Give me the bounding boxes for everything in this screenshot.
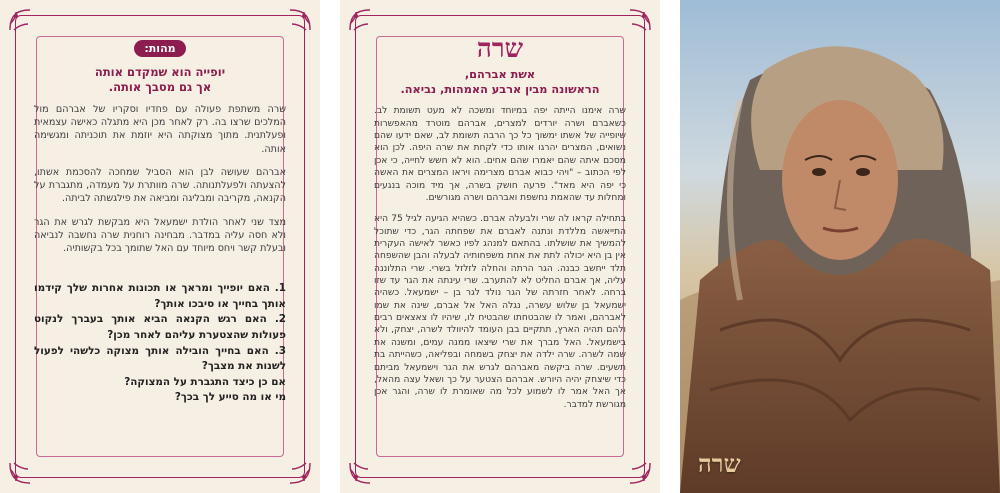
biography-paragraph: שרה אימנו הייתה יפה במיוחד ומשכה לא מעט תשומת לב. כשאברם ושרה יורדים למצרים, אברהם מוטרד מהאפשרות שיופייה של אשתו ימשוך כל כך הרבה תשומת לב, שאם ידעו שהם נשואים, המצרים יהרגו אותו כדי לקחת את שרה היפה. לכן הוא מסכם איתה שהם יאמרו שהם אחים. הוא לא חשש לחייה, כי אכן לפי הכתוב – "ויהי כבוא אברם מצרימה ויראו המצרים את האשה כי יפה היא מאד". פרעה חושק בשרה, אך מיד מוכה בנגעים ומחלות עד שהאמת נחשפת ואברהם ושרה מגורשים. — [374, 106, 626, 203]
essence-badge: מהות: — [134, 40, 186, 57]
portrait-image — [680, 0, 1000, 493]
essence-paragraph: שרה משתפת פעולה עם פחדיו וסקריו של אברהם מול המלכים שרצו בה. רק לאחר מכן היא מתגלה כאישה עצמאית ופעלתנית. מתוך מצוקתה היא יוזמת את תוכניתה ומגשימה אותה. — [34, 103, 286, 155]
reflection-questions — [34, 281, 286, 406]
flourish-ornament-icon — [626, 459, 654, 487]
essence-paragraph: אברהם שעושה לבן הוא הסביל שמחכה להסכמת אשתו, להצעתה ולפעלתנותה. שרה מוותרת על מעמדה, מתגברת על הקנאה, מקריבה ומבליגה ומביאה את פילגשתה לביתה. — [34, 166, 286, 205]
flourish-ornament-icon — [286, 6, 314, 34]
card-title: שרה — [476, 34, 524, 64]
question-item: מי או מה סייע לך בכך? — [174, 391, 286, 404]
question-item: אם כן כיצד התגברת על המצוקה? — [124, 375, 286, 388]
flourish-ornament-icon — [6, 459, 34, 487]
biography-paragraph: בתחילה קראו לה שרי ולבעלה אברם. כשהיא הגיעה לגיל 75 היא התייאשה מללדת ונתנה לאברם את שפחתה הגר, כדי שתוכל להמשיך את שושלתו. בהתאם למנהג לפיו כאשר לאישה העקרית אין בן היא יכולה לתת את אחת משפחותיה לבעלה והבן שהשפחה תלד ייחשב כבנה. הגר הרתה והחלה לזלזל בשרי. שרי התלוננה עליה, אך אברם החליט לא להתערב. שרי עינתה את הגר עד שזו ברחה. לאחר חזרתה של הגר נולד לגר בן – ישמעאל. כשהיה ישמעאל בן שלוש עשרה, נגלה האל אל אברם, שינה את שמו לאברהם, ואמר לו שהבטחתו שהבטיח לו, שיהיו לו צאצאים רבים ולהם תהיה הארץ, תתקיים בבן העומד להיוולד לשרה, יצחק, ולא בישמעאל. האל מברך את שרי שיצאו ממנה עמים, ומשנה את שמה לשרה. שרה ילדה את יצחק בשמחה ובפליאה, כשהייתה בת תשעים. שרה ביקשה מאברהם לגרש את הגר וישמעאל מביתם כדי שיצחק יהיה היורש. אברהם הצטער על כך ושאל עצה מהאל, אך האל אמר לו לשמוע לכל מה שאומרת לו שרה, והגר אכן מגורשת למדבר. — [374, 214, 626, 410]
portrait-caption: שרה — [698, 449, 741, 478]
essence-content — [34, 40, 286, 457]
flourish-ornament-icon — [346, 6, 374, 34]
essence-subtitle: יופייה הוא שמקדם אותה אך גם מסבך אותה. — [94, 65, 226, 94]
question-item: 3. האם בחייך הובילה אותך מצוקה כלשהי לפעול לשנות את מצבך? — [34, 344, 286, 373]
flourish-ornament-icon — [6, 6, 34, 34]
question-item: 1. האם יופייך ומראך או תכונות אחרות שלך קידמו אותך בחייך או סיבכו אותך? — [34, 282, 286, 310]
question-item: 2. האם רגש הקנאה הביא אותך בעברך לנקוט פעולות שהצטערת עליהם לאחר מכן? — [34, 313, 286, 342]
portrait-card — [680, 0, 1000, 493]
essence-paragraph: מצד שני לאחר הולדת ישמעאל היא מבקשת לגרש את הגר ולא חסה עליה במדבר. מבחינה רוחנית שרה נחשבה לנביאה ובעלת קשר ויחס מיוחד עם האל שתומך בכל בקשותיה. — [34, 216, 286, 254]
biography-card — [340, 0, 660, 493]
biography-subtitle: אשת אברהם, הראשונה מבין ארבע האמהות, נביאה. — [400, 68, 600, 96]
flourish-ornament-icon — [286, 459, 314, 487]
flourish-ornament-icon — [626, 6, 654, 34]
biography-content — [374, 34, 626, 457]
flourish-ornament-icon — [346, 459, 374, 487]
essence-card — [0, 0, 320, 493]
